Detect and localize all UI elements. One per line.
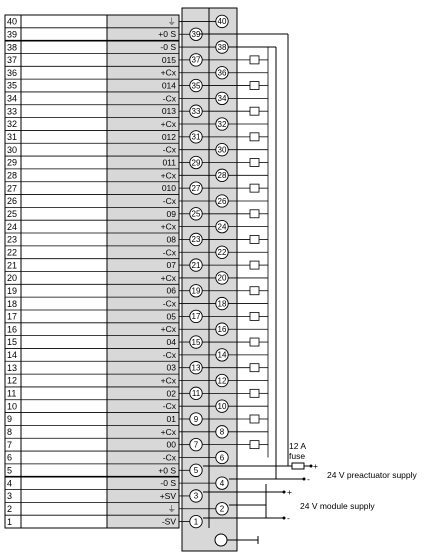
signal-label: 06 [166, 285, 176, 296]
signal-label: +0 S [158, 465, 176, 476]
signal-label: -Cx [162, 349, 176, 360]
pin-number: 19 [7, 285, 18, 296]
load-coil [250, 82, 259, 90]
pin-number: 38 [7, 42, 18, 53]
terminal-number: 32 [217, 119, 227, 129]
load-coil [250, 158, 259, 166]
load-coil [250, 184, 259, 192]
terminal-number: 35 [191, 81, 201, 91]
terminal-number: 26 [217, 196, 227, 206]
terminal-number: 30 [217, 145, 227, 155]
load-coil [250, 441, 259, 449]
fuse-label: fuse [289, 451, 306, 461]
signal-label: +Cx [160, 119, 176, 130]
pin-number: 7 [7, 439, 13, 450]
pin-number: 4 [7, 478, 13, 489]
load-coil [250, 389, 259, 397]
pin-number: 1 [7, 516, 13, 527]
signal-label: +Cx [160, 67, 176, 78]
pin-number: 29 [7, 157, 18, 168]
terminal-number: 14 [217, 350, 227, 360]
pin-number: 11 [7, 388, 17, 399]
signal-label: 03 [166, 362, 176, 373]
pin-number: 14 [7, 350, 18, 361]
signal-label: -Cx [162, 144, 176, 155]
terminal-number: 15 [191, 337, 201, 347]
preactuator-supply-label: 24 V preactuator supply [327, 470, 417, 480]
terminal-number: 31 [191, 132, 201, 142]
pin-number: 28 [7, 170, 18, 181]
terminal-number: 9 [193, 414, 199, 424]
signal-label: 011 [162, 157, 176, 168]
terminal-number: 23 [191, 235, 201, 245]
signal-label: +SV [159, 490, 176, 501]
signal-label: +Cx [160, 221, 176, 232]
pin-number: 36 [7, 67, 18, 78]
pin-number: 5 [7, 465, 13, 476]
pin-number: 18 [7, 298, 18, 309]
terminal-number: 18 [217, 299, 227, 309]
terminal-number: 2 [219, 504, 225, 514]
terminal-number: 27 [191, 183, 201, 193]
terminal-number: 40 [217, 17, 227, 27]
terminal-number: 13 [191, 363, 201, 373]
signal-label: -Cx [162, 452, 176, 463]
pin-number: 2 [7, 503, 13, 514]
fuse [292, 463, 304, 469]
terminal-number: 7 [193, 440, 199, 450]
pin-number: 10 [7, 401, 18, 412]
load-coil [250, 261, 259, 269]
signal-label: -Cx [162, 93, 176, 104]
terminal-number: 6 [219, 453, 225, 463]
signal-label: 02 [166, 388, 176, 399]
terminal-number: 22 [217, 248, 227, 258]
signal-label: 014 [161, 80, 176, 91]
signal-label: 00 [166, 439, 176, 450]
pin-number: 17 [7, 311, 18, 322]
pin-number: 26 [7, 196, 18, 207]
module-minus-label: - [287, 513, 290, 523]
signal-label: -Cx [162, 401, 176, 412]
signal-label: +Cx [160, 324, 176, 335]
terminal-number: 10 [217, 401, 227, 411]
signal-label: -Cx [162, 247, 176, 258]
signal-label: -0 S [160, 478, 176, 489]
signal-label: -Cx [162, 195, 176, 206]
signal-label: 013 [161, 106, 176, 117]
signal-label: 010 [161, 183, 176, 194]
load-coil [250, 235, 259, 243]
pin-number: 35 [7, 80, 18, 91]
pin-number: 27 [7, 183, 18, 194]
load-coil [250, 287, 259, 295]
terminal-number: 33 [191, 106, 201, 116]
pin-number: 25 [7, 208, 18, 219]
signal-label: +Cx [160, 375, 176, 386]
pin-number: 8 [7, 427, 13, 438]
pin-number: 22 [7, 247, 18, 258]
load-coil [250, 107, 259, 115]
signal-label: -SV [161, 516, 176, 527]
terminal-number: 17 [191, 312, 201, 322]
terminal-number: 11 [191, 389, 201, 399]
signal-label: +Cx [160, 426, 176, 437]
terminal-number: 8 [219, 427, 225, 437]
pin-number: 32 [7, 119, 18, 130]
signal-label: ⏚ [167, 503, 176, 514]
signal-label: 08 [166, 234, 176, 245]
load-coil [250, 364, 259, 372]
pin-number: 23 [7, 234, 18, 245]
load-coil [250, 210, 259, 218]
signal-label: +Cx [160, 170, 176, 181]
pin-number: 33 [7, 106, 18, 117]
pin-number: 40 [7, 16, 18, 27]
terminal-number: 1 [193, 517, 199, 527]
earth-terminal [215, 534, 227, 546]
signal-label: 012 [161, 131, 176, 142]
terminal-number: 37 [191, 55, 201, 65]
signal-label: 04 [166, 337, 176, 348]
terminal-number: 28 [217, 171, 227, 181]
terminal-number: 34 [217, 94, 227, 104]
pin-number: 31 [7, 132, 18, 143]
pin-number: 39 [7, 29, 18, 40]
signal-label: ⏚ [167, 16, 176, 27]
load-coil [250, 312, 259, 320]
signal-label: -Cx [162, 298, 176, 309]
pin-number: 30 [7, 144, 18, 155]
terminal-number: 4 [219, 478, 225, 488]
terminal-number: 20 [217, 273, 227, 283]
load-coil [250, 338, 259, 346]
pin-number: 21 [7, 260, 18, 271]
preactuator-plus-label: + [313, 461, 318, 471]
module-plus-label: + [287, 487, 292, 497]
terminal-number: 36 [217, 68, 227, 78]
terminal-number: 12 [217, 376, 227, 386]
terminal-number: 39 [191, 30, 201, 40]
terminal-number: 38 [217, 42, 227, 52]
terminal-number: 16 [217, 325, 227, 335]
pin-number: 6 [7, 452, 13, 463]
signal-label: +Cx [160, 272, 176, 283]
pin-number: 34 [7, 93, 18, 104]
terminal-number: 24 [217, 222, 227, 232]
pin-number: 12 [7, 375, 18, 386]
signal-label: 07 [166, 260, 176, 271]
signal-label: -0 S [160, 42, 176, 53]
terminal-number: 3 [193, 491, 199, 501]
pin-number: 3 [7, 491, 13, 502]
terminal-number: 21 [191, 260, 201, 270]
pin-number: 37 [7, 55, 18, 66]
pin-number: 16 [7, 324, 18, 335]
pin-number: 9 [7, 414, 13, 425]
fuse-rating-label: 12 A [289, 441, 307, 451]
signal-label: 09 [166, 208, 176, 219]
supply-annotations [287, 441, 418, 523]
signal-label: +0 S [158, 29, 176, 40]
terminal-number: 29 [191, 158, 201, 168]
pin-number: 20 [7, 273, 18, 284]
signal-label: 015 [161, 54, 176, 65]
preactuator-minus-label: - [307, 474, 310, 484]
terminal-number: 19 [191, 286, 201, 296]
signal-label: 05 [166, 311, 176, 322]
module-supply-label: 24 V module supply [300, 501, 375, 511]
terminal-number: 25 [191, 209, 201, 219]
pin-number: 15 [7, 337, 18, 348]
terminal-number: 5 [193, 466, 199, 476]
load-coil [250, 56, 259, 64]
pin-number: 24 [7, 221, 18, 232]
signal-label: 01 [166, 413, 176, 424]
load-coil [250, 133, 259, 141]
pin-number: 13 [7, 362, 18, 373]
load-coil [250, 415, 259, 423]
